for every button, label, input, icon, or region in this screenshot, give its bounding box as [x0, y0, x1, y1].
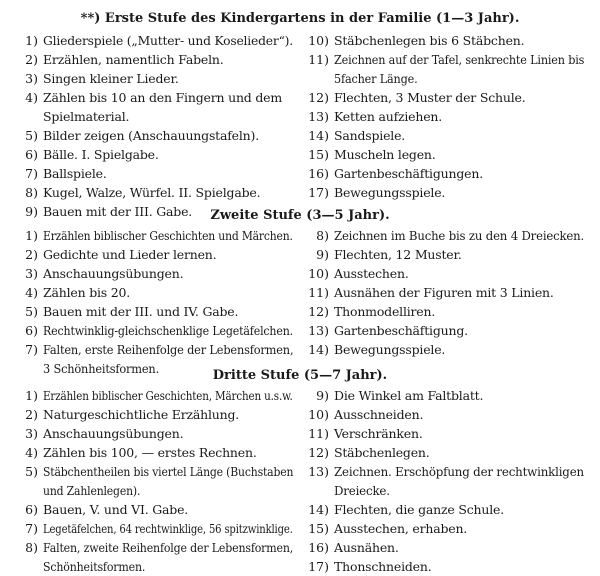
list-item	[12, 538, 292, 576]
item-text: Erzählen, namentlich Fabeln.	[43, 52, 224, 67]
list-item	[12, 31, 292, 50]
item-text: Zählen bis 20.	[43, 285, 131, 300]
list-item	[303, 183, 583, 202]
list-item	[303, 226, 583, 245]
list-item	[303, 31, 583, 50]
item-number: 10)	[308, 266, 329, 281]
item-text: Schönheitsformen.	[43, 559, 146, 574]
item-number: 5)	[25, 304, 38, 319]
item-number: 12)	[308, 445, 329, 460]
item-number: 13)	[308, 464, 329, 479]
left-column	[12, 386, 292, 576]
item-number: 15)	[308, 521, 329, 536]
list-item	[303, 500, 583, 519]
item-text: Gartenbeschäftigung.	[334, 323, 468, 338]
item-number: 11)	[308, 426, 329, 441]
item-text: Flechten, die ganze Schule.	[334, 502, 505, 517]
item-number: 2)	[25, 247, 38, 262]
item-text: Sandspiele.	[334, 128, 406, 143]
item-number: 16)	[308, 540, 329, 555]
item-text: Dreiecke.	[334, 483, 390, 498]
list-item	[12, 264, 292, 283]
item-text: Ausstechen, erhaben.	[334, 521, 468, 536]
list-item	[12, 321, 292, 340]
list-item	[12, 69, 292, 88]
list-item	[303, 145, 583, 164]
item-number: 1)	[25, 33, 38, 48]
list-item	[303, 302, 583, 321]
item-number: 14)	[308, 128, 329, 143]
list-item	[303, 538, 583, 557]
item-text: Thonmodelliren.	[334, 304, 436, 319]
left-column	[12, 31, 292, 221]
item-text: Zeichnen. Erschöpfung der rechtwinkligen	[334, 464, 584, 479]
list-item	[303, 50, 583, 88]
item-number: 2)	[25, 52, 38, 67]
item-text: Erzählen biblischer Geschichten und Märchen.	[43, 228, 293, 243]
item-number: 12)	[308, 90, 329, 105]
list-item	[12, 386, 292, 405]
item-text: Ausnähen der Figuren mit 3 Linien.	[334, 285, 554, 300]
list-item	[12, 462, 292, 500]
item-number: 13)	[308, 109, 329, 124]
item-text: Spielmaterial.	[43, 109, 130, 124]
item-text: Ausstechen.	[334, 266, 409, 281]
item-number: 1)	[25, 228, 38, 243]
item-text: Flechten, 3 Muster der Schule.	[334, 90, 526, 105]
list-item	[303, 340, 583, 359]
item-text: Bewegungsspiele.	[334, 185, 446, 200]
item-text: Gliederspiele („Mutter- und Koselieder“).	[43, 33, 293, 48]
list-item	[12, 302, 292, 321]
item-text: Zählen bis 100, — erstes Rechnen.	[43, 445, 257, 460]
item-number: 9)	[316, 247, 329, 262]
item-text: Muscheln legen.	[334, 147, 436, 162]
item-number: 17)	[308, 559, 329, 574]
list-item	[303, 519, 583, 538]
list-item	[12, 88, 292, 126]
right-column	[303, 226, 583, 359]
list-item	[12, 126, 292, 145]
item-number: 9)	[316, 388, 329, 403]
section-title: Zweite Stufe (3—5 Jahr).	[210, 208, 390, 223]
item-number: 13)	[308, 323, 329, 338]
item-number: 7)	[25, 342, 38, 357]
item-number: 7)	[25, 521, 38, 536]
item-text: Ausschneiden.	[334, 407, 424, 422]
item-text: Stäbchenlegen bis 6 Stäbchen.	[334, 33, 525, 48]
list-item	[12, 424, 292, 443]
item-text: 5facher Länge.	[334, 71, 418, 86]
item-number: 7)	[25, 166, 38, 181]
item-number: 6)	[25, 323, 38, 338]
item-number: 8)	[316, 228, 329, 243]
list-item	[12, 283, 292, 302]
item-text: Anschauungsübungen.	[43, 266, 184, 281]
item-text: Rechtwinklig-gleichschenklige Legetäfelchen.	[43, 323, 293, 338]
list-item	[12, 519, 292, 538]
item-number: 9)	[25, 204, 38, 219]
list-item	[303, 264, 583, 283]
item-number: 1)	[25, 388, 38, 403]
item-text: Legetäfelchen, 64 rechtwinklige, 56 spitzwinklige.	[43, 521, 293, 536]
list-item	[303, 245, 583, 264]
list-item	[303, 283, 583, 302]
item-text: 3 Schönheitsformen.	[43, 361, 160, 376]
item-text: und Zahlenlegen).	[43, 483, 141, 498]
item-number: 5)	[25, 464, 38, 479]
item-text: Kugel, Walze, Würfel. II. Spielgabe.	[43, 185, 261, 200]
item-number: 10)	[308, 33, 329, 48]
item-number: 2)	[25, 407, 38, 422]
right-column	[303, 386, 583, 576]
list-item	[12, 164, 292, 183]
section-title: **) Erste Stufe des Kindergartens in der Familie (1—3 Jahr).	[80, 11, 520, 26]
list-item	[303, 164, 583, 183]
item-text: Flechten, 12 Muster.	[334, 247, 462, 262]
item-text: Thonschneiden.	[334, 559, 432, 574]
item-text: Die Winkel am Faltblatt.	[334, 388, 484, 403]
item-text: Zählen bis 10 an den Fingern und dem	[43, 90, 283, 105]
item-text: Zeichnen auf der Tafel, senkrechte Linien bis	[334, 52, 585, 67]
item-text: Anschauungsübungen.	[43, 426, 184, 441]
list-item	[303, 443, 583, 462]
item-text: Falten, zweite Reihenfolge der Lebensformen,	[43, 540, 294, 555]
item-text: Ketten aufziehen.	[334, 109, 443, 124]
item-number: 4)	[25, 90, 38, 105]
item-text: Bauen, V. und VI. Gabe.	[43, 502, 189, 517]
item-number: 15)	[308, 147, 329, 162]
item-text: Falten, erste Reihenfolge der Lebensformen,	[43, 342, 294, 357]
list-item	[303, 321, 583, 340]
list-item	[303, 462, 583, 500]
item-number: 14)	[308, 342, 329, 357]
item-text: Gedichte und Lieder lernen.	[43, 247, 217, 262]
list-item	[12, 226, 292, 245]
item-text: Singen kleiner Lieder.	[43, 71, 179, 86]
item-text: Bauen mit der III. und IV. Gabe.	[43, 304, 239, 319]
item-number: 5)	[25, 128, 38, 143]
list-item	[303, 405, 583, 424]
item-number: 11)	[308, 52, 329, 67]
item-number: 11)	[308, 285, 329, 300]
item-text: Bewegungsspiele.	[334, 342, 446, 357]
item-number: 4)	[25, 285, 38, 300]
list-item	[303, 88, 583, 107]
item-number: 3)	[25, 426, 38, 441]
item-text: Ausnähen.	[334, 540, 399, 555]
item-number: 16)	[308, 166, 329, 181]
list-item	[12, 183, 292, 202]
item-number: 10)	[308, 407, 329, 422]
list-item	[303, 424, 583, 443]
item-text: Bilder zeigen (Anschauungstafeln).	[43, 128, 259, 143]
item-text: Naturgeschichtliche Erzählung.	[43, 407, 240, 422]
list-item	[303, 126, 583, 145]
item-number: 4)	[25, 445, 38, 460]
right-column	[303, 31, 583, 202]
item-text: Erzählen biblischer Geschichten, Märchen u.s.w.	[43, 388, 293, 403]
item-text: Stäbchenlegen.	[334, 445, 430, 460]
item-text: Gartenbeschäftigungen.	[334, 166, 483, 181]
list-item	[303, 557, 583, 576]
item-text: Verschränken.	[334, 426, 423, 441]
list-item	[12, 145, 292, 164]
list-item	[12, 405, 292, 424]
item-text: Zeichnen im Buche bis zu den 4 Dreiecken.	[334, 228, 585, 243]
item-text: Stäbchentheilen bis viertel Länge (Buchstaben	[43, 464, 294, 479]
item-number: 14)	[308, 502, 329, 517]
item-number: 6)	[25, 147, 38, 162]
item-number: 3)	[25, 71, 38, 86]
item-number: 8)	[25, 185, 38, 200]
item-text: Ballspiele.	[43, 166, 107, 181]
list-item	[12, 245, 292, 264]
list-item	[12, 500, 292, 519]
list-item	[303, 107, 583, 126]
item-number: 8)	[25, 540, 38, 555]
item-text: Bauen mit der III. Gabe.	[43, 204, 193, 219]
left-column	[12, 226, 292, 378]
section-title: Dritte Stufe (5—7 Jahr).	[212, 368, 388, 383]
list-item	[12, 50, 292, 69]
item-text: Bälle. I. Spielgabe.	[43, 147, 159, 162]
list-item	[12, 443, 292, 462]
item-number: 3)	[25, 266, 38, 281]
item-number: 17)	[308, 185, 329, 200]
item-number: 12)	[308, 304, 329, 319]
list-item	[303, 386, 583, 405]
item-number: 6)	[25, 502, 38, 517]
